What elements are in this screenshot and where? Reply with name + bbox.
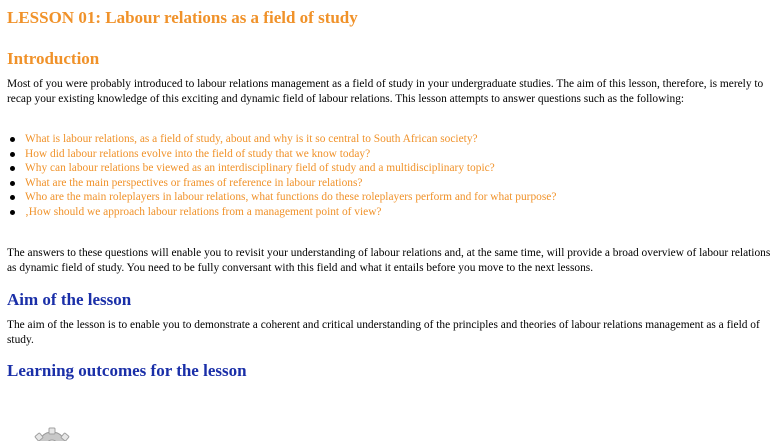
question-text: Why can labour relations be viewed as an interdisciplinary field of study and a multidisciplinary topic? [25, 162, 495, 175]
learning-outcomes-heading: Learning outcomes for the lesson [7, 361, 247, 380]
list-item[interactable] [9, 190, 556, 205]
list-item[interactable] [9, 147, 556, 162]
gear-icon [28, 426, 76, 441]
question-text: Who are the main roleplayers in labour relations, what functions do these roleplayers perform and for what purpose? [25, 191, 557, 204]
list-item[interactable] [9, 161, 556, 176]
question-text: What is labour relations, as a field of study, about and why is it so central to South African society? [25, 133, 478, 145]
bullet-icon [10, 152, 15, 157]
list-item[interactable] [9, 176, 556, 191]
question-text: ‚How should we approach labour relations from a management point of view? [25, 205, 382, 218]
question-text: What are the main perspectives or frames of reference in labour relations? [25, 176, 363, 189]
bullet-icon [10, 181, 15, 186]
list-item[interactable] [9, 132, 556, 147]
question-text: How did labour relations evolve into the field of study that we know today? [25, 147, 371, 160]
bullet-icon [10, 210, 15, 215]
bullet-icon [10, 166, 15, 171]
bullet-icon [10, 137, 15, 142]
lesson-title: LESSON 01: Labour relations as a field of study [7, 8, 358, 27]
introduction-heading: Introduction [7, 49, 100, 68]
list-item[interactable] [9, 205, 556, 220]
aim-heading: Aim of the lesson [7, 290, 132, 309]
bullet-icon [10, 195, 15, 200]
introduction-paragraph: Most of you were probably introduced to labour relations management as a field of study in your undergraduate studies. The aim of this lesson, therefore, is merely to recap your existing knowledge of this exciting and dynamic field of labour relations. This lesson attempts to answer questions such as the following: [7, 78, 764, 105]
closing-paragraph: The answers to these questions will enable you to revisit your understanding of labour relations and, at the same time, will provide a broad overview of labour relations as dynamic field of study. You need to be fully conversant with this field and what it entails before you move to the next lessons. [7, 247, 771, 274]
aim-paragraph: The aim of the lesson is to enable you to demonstrate a coherent and critical understanding of the principles and theories of labour relations management as a field of study. [7, 319, 760, 346]
question-list [9, 132, 556, 220]
